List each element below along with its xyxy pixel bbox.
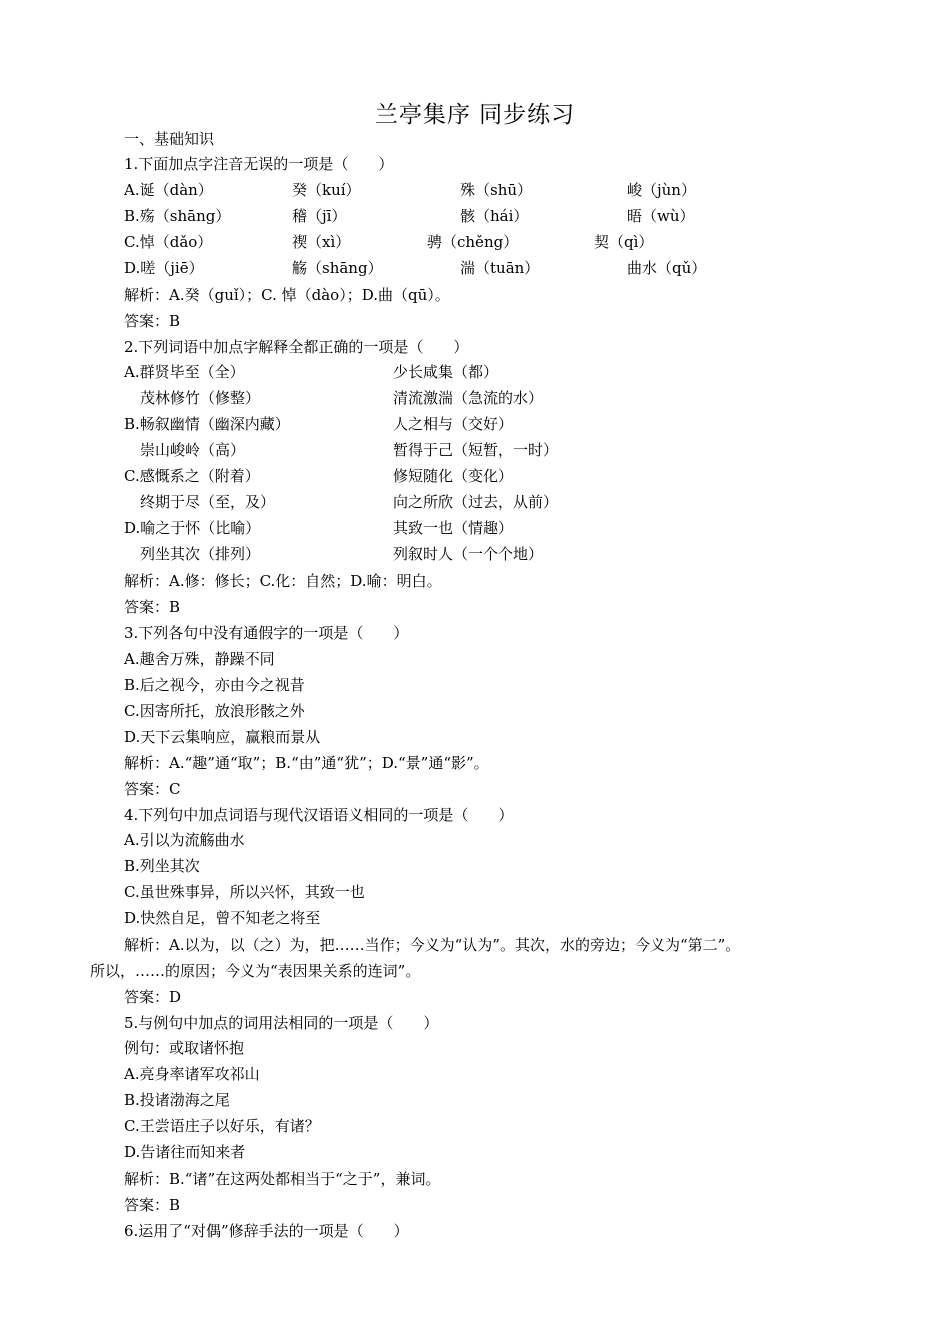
q2-row5-right: 修短随化（变化） xyxy=(393,467,514,485)
q1-row2-col1: B.殇（shāng） xyxy=(124,207,231,225)
q5-answer: 答案：B xyxy=(124,1196,181,1214)
q4-option-a: A.引以为流觞曲水 xyxy=(124,831,245,849)
q2-row5-left: C.感慨系之（附着） xyxy=(124,467,260,485)
q4-answer: 答案：D xyxy=(124,988,182,1006)
q5-option-c: C.王尝语庄子以好乐，有诸？ xyxy=(124,1117,320,1135)
q1-row1-col1: A.诞（dàn） xyxy=(124,181,213,199)
q3-option-b: B.后之视今，亦由今之视昔 xyxy=(124,676,305,694)
q2-row7-right: 其致一也（情趣） xyxy=(393,519,514,537)
section-heading: 一、基础知识 xyxy=(124,130,215,148)
page-title: 兰亭集序 同步练习 xyxy=(374,102,576,128)
q1-row3-col4: 契（qì） xyxy=(594,233,654,251)
q2-row4-right: 暂得于己（短暂，一时） xyxy=(393,441,559,459)
q1-row1-col4: 峻（jùn） xyxy=(627,181,696,199)
q1-row3-col2: 禊（xì） xyxy=(292,233,351,251)
q4-option-c: C.虽世殊事异，所以兴怀，其致一也 xyxy=(124,883,365,901)
q5-option-b: B.投诸渤海之尾 xyxy=(124,1091,230,1109)
q2-row6-right: 向之所欣（过去，从前） xyxy=(393,493,559,511)
q2-analysis: 解析：A.修：修长；C.化：自然；D.喻：明白。 xyxy=(124,572,442,590)
q1-row2-col3: 骸（hái） xyxy=(460,207,529,225)
q1-row4-col1: D.嗟（jiē） xyxy=(124,259,204,277)
q1-stem: 1.下面加点字注音无误的一项是（ ） xyxy=(124,155,394,173)
q4-analysis-line1: 解析：A.以为，以（之）为，把……当作；今义为“认为”。其次，水的旁边；今义为“第二”。 xyxy=(124,936,741,954)
q2-row6-left: 终期于尽（至，及） xyxy=(140,493,276,511)
q5-option-a: A.亮身率诸军攻祁山 xyxy=(124,1065,260,1083)
q1-analysis: 解析：A.癸（guǐ）；C. 悼（dào）；D.曲（qū）。 xyxy=(124,286,450,304)
q5-analysis: 解析：B.“诸”在这两处都相当于“之于”，兼词。 xyxy=(124,1170,441,1188)
q3-option-d: D.天下云集响应，赢粮而景从 xyxy=(124,728,321,746)
q1-row1-col3: 殊（shū） xyxy=(460,181,533,199)
q3-option-a: A.趣舍万殊，静躁不同 xyxy=(124,650,275,668)
q2-row1-left: A.群贤毕至（全） xyxy=(124,363,245,381)
q2-row3-left: B.畅叙幽情（幽深内藏） xyxy=(124,415,290,433)
q4-analysis-line2: 所以，……的原因；今义为“表因果关系的连词”。 xyxy=(90,962,421,980)
q1-answer: 答案：B xyxy=(124,312,181,330)
q3-analysis: 解析：A.“趣”通“取”；B.“由”通“犹”；D.“景”通“影”。 xyxy=(124,754,489,772)
q3-stem: 3.下列各句中没有通假字的一项是（ ） xyxy=(124,624,409,642)
q1-row3-col1: C.悼（dǎo） xyxy=(124,233,213,251)
q2-row2-left: 茂林修竹（修整） xyxy=(140,389,261,407)
q2-row2-right: 清流激湍（急流的水） xyxy=(393,389,544,407)
q3-option-c: C.因寄所托，放浪形骸之外 xyxy=(124,702,305,720)
q1-row3-col3: 骋（chěng） xyxy=(427,233,519,251)
q4-option-b: B.列坐其次 xyxy=(124,857,200,875)
q1-row4-col3: 湍（tuān） xyxy=(460,259,540,277)
q2-row1-right: 少长咸集（都） xyxy=(393,363,499,381)
q1-row2-col2: 稽（jī） xyxy=(292,207,347,225)
q2-stem: 2.下列词语中加点字解释全都正确的一项是（ ） xyxy=(124,338,469,356)
q2-row8-right: 列叙时人（一个个地） xyxy=(393,545,544,563)
q1-row4-col4: 曲水（qǔ） xyxy=(627,259,707,277)
q2-row8-left: 列坐其次（排列） xyxy=(140,545,261,563)
q6-stem: 6.运用了“对偶”修辞手法的一项是（ ） xyxy=(124,1222,409,1240)
q2-row3-right: 人之相与（交好） xyxy=(393,415,514,433)
q2-row7-left: D.喻之于怀（比喻） xyxy=(124,519,261,537)
q2-row4-left: 崇山峻岭（高） xyxy=(140,441,246,459)
q5-option-d: D.告诸往而知来者 xyxy=(124,1143,246,1161)
q2-answer: 答案：B xyxy=(124,598,181,616)
q1-row4-col2: 觞（shāng） xyxy=(292,259,383,277)
q4-option-d: D.快然自足，曾不知老之将至 xyxy=(124,909,321,927)
q5-stem: 5.与例句中加点的词用法相同的一项是（ ） xyxy=(124,1014,439,1032)
q1-row2-col4: 晤（wù） xyxy=(627,207,695,225)
q5-example: 例句：或取诸怀抱 xyxy=(124,1039,245,1057)
q4-stem: 4.下列句中加点词语与现代汉语语义相同的一项是（ ） xyxy=(124,806,514,824)
q3-answer: 答案：C xyxy=(124,780,181,798)
q1-row1-col2: 癸（kuí） xyxy=(292,181,361,199)
